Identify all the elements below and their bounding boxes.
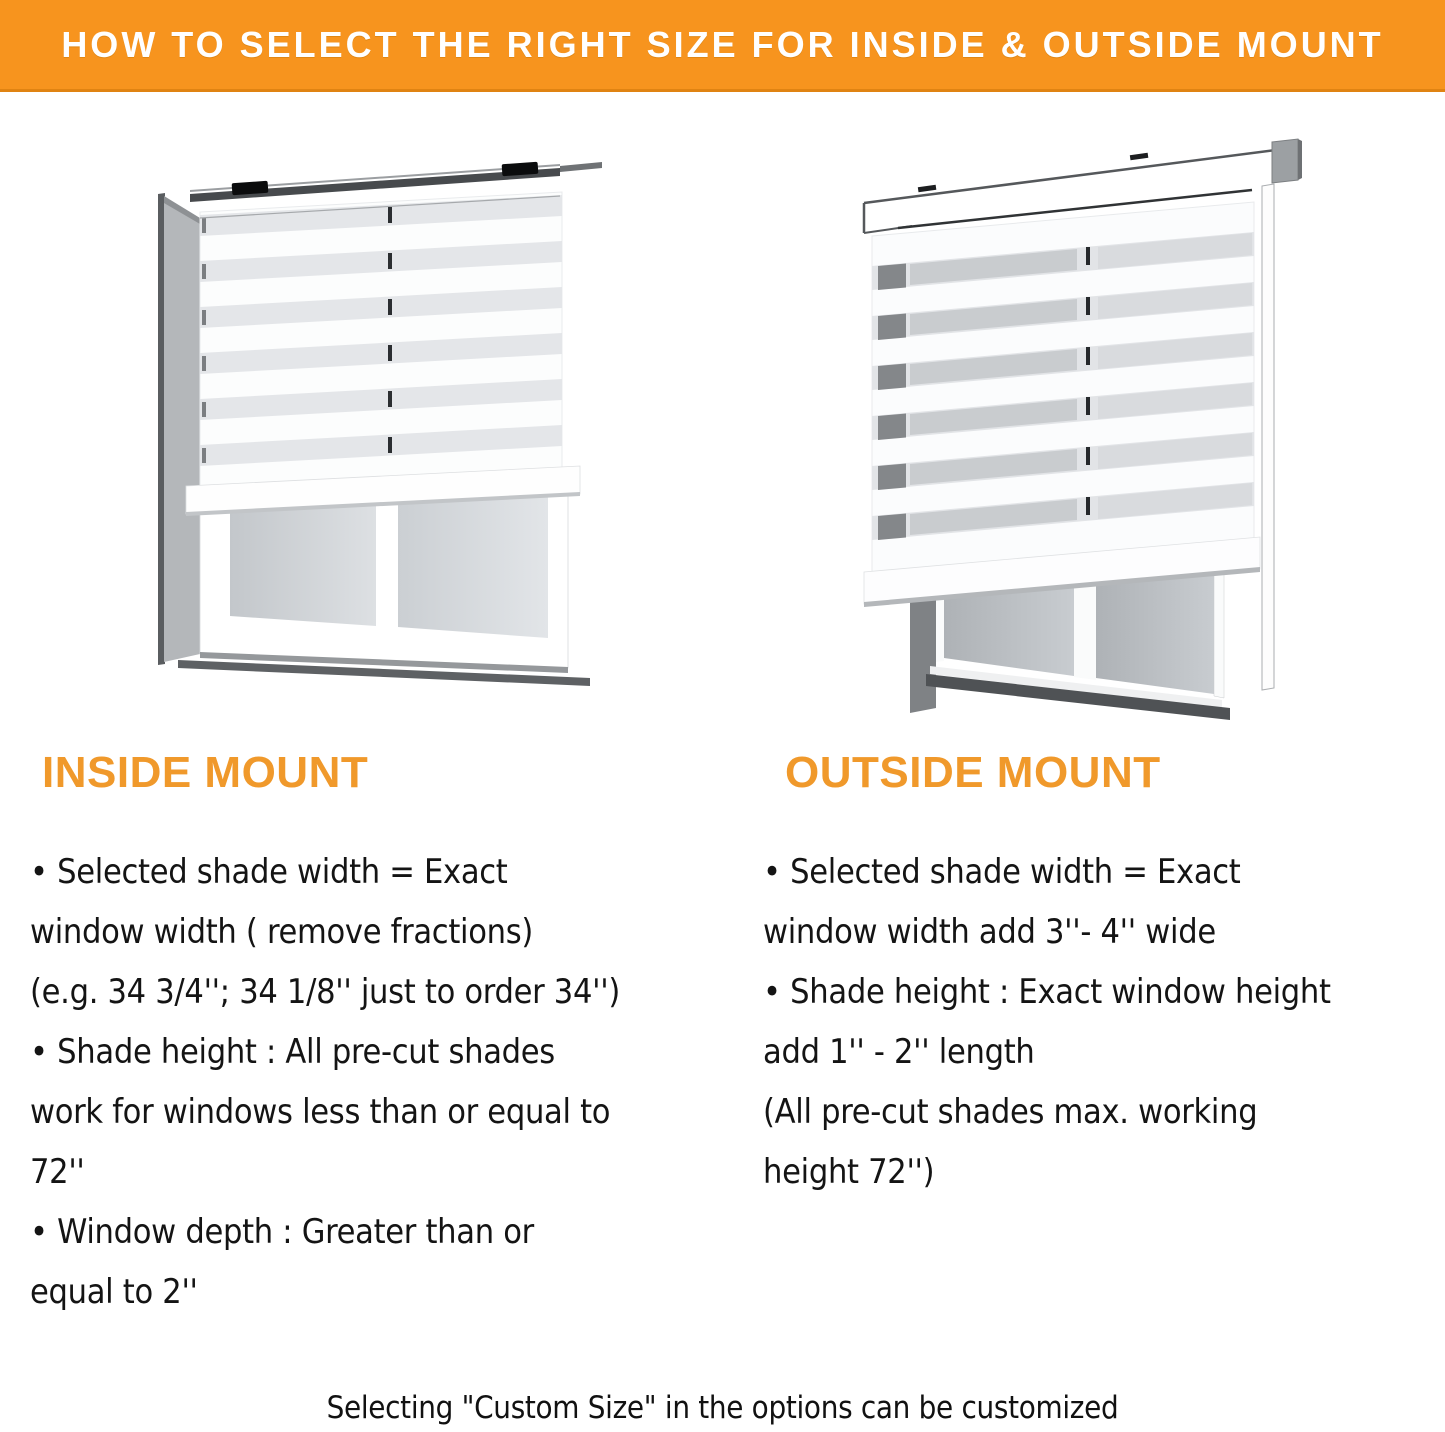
bullet-line: • Selected shade width = Exact [30, 852, 508, 892]
custom-size-note: Selecting "Custom Size" in the options can be customized [326, 1390, 1119, 1426]
bullet-line: height 72'') [763, 1152, 935, 1192]
side-rail [1262, 184, 1274, 690]
inside-mount-heading: INSIDE MOUNT [42, 748, 369, 797]
banner-title: HOW TO SELECT THE RIGHT SIZE FOR INSIDE & OUTSIDE MOUNT [61, 23, 1384, 65]
screw-slot [1130, 153, 1149, 160]
bullet-line: • Shade height : All pre-cut shades [30, 1032, 555, 1072]
bullet-line: window width ( remove fractions) [30, 912, 533, 952]
bullet-line: • Shade height : Exact window height [763, 972, 1331, 1012]
bullet-line: • Selected shade width = Exact [763, 852, 1241, 892]
screw-slot [918, 185, 937, 192]
bullet-line: • Window depth : Greater than or [30, 1212, 534, 1252]
bullet-line: window width add 3''- 4'' wide [763, 912, 1216, 952]
zebra-shade [186, 192, 580, 516]
bullet-line: work for windows less than or equal to [30, 1092, 611, 1132]
mounting-clip [232, 181, 269, 195]
bullet-line: equal to 2'' [30, 1272, 198, 1312]
mounting-clip [502, 162, 539, 176]
zebra-shade [864, 202, 1260, 607]
outside-mount-heading: OUTSIDE MOUNT [785, 748, 1161, 797]
bullet-line: (e.g. 34 3/4''; 34 1/8'' just to order 34'') [30, 972, 620, 1012]
outside-mount-illustration [852, 128, 1302, 728]
inside-mount-notes [30, 842, 740, 1322]
inside-mount-illustration [156, 150, 621, 705]
bullet-line: add 1'' - 2'' length [763, 1032, 1035, 1072]
bullet-line: (All pre-cut shades max. working [763, 1092, 1258, 1132]
banner [0, 0, 1445, 92]
mounting-bracket [1272, 139, 1302, 183]
window-jamb [158, 193, 200, 665]
bullet-line: 72'' [30, 1152, 85, 1192]
outside-mount-notes [763, 842, 1443, 1202]
